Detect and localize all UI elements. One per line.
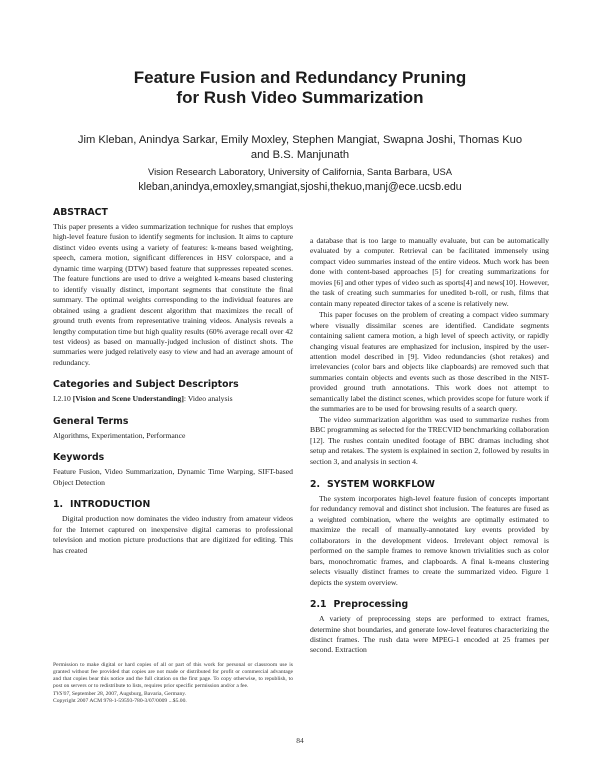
introduction-heading [53,499,293,511]
general-terms-text: Algorithms, Experimentation, Performance [53,430,186,440]
venue-line [53,691,293,698]
right-column [310,236,549,656]
permission-notice: Permission to make digital or hard copies of all or part of this work for personal or classroom use is granted without fee provided that copies are not made or distributed for profit or commercial advantage and that copies bear this notice and the full citation on the first page. To copy otherwise, to republish, to post on servers or to redistribute to lists, requires prior specific permission and/or a fee. [53,662,293,690]
preprocessing-text: A variety of preprocessing steps are performed to extract frames, determine shot boundaries, and generate low-level features characterizing the distinct frames. The rush data were MPEG-1 encoded at 25 frames per second. Extraction [310,614,549,655]
keywords-text: Feature Fusion, Video Summarization, Dynamic Time Warping, SIFT-based Object Detection [53,467,293,487]
introduction-paragraph-2: This paper focuses on the problem of creating a compact video summary where visually dissimilar scenes are identified. Candidate segments containing salient camera motion, a high level of speech activity, or rapidly changing visual features are emphasized for inclusion, inspired by the user-attention model described in [9]. Video redundancies (shot retakes) and irrelevancies (color bars and objects like clapboards) are removed such that summaries contain objects and events such as those described in the NIST-provided ground truth annotations. This work does not attempt to semantically label the distinct scenes, which provides scope for future work if the summaries are to be used for browsing results of a search query. [310,310,549,414]
venue-details: September 28, 2007, Augsburg, Bavaria, Germany. [70,690,187,697]
workflow-title: SYSTEM WORKFLOW [327,478,435,490]
workflow-heading [310,479,549,491]
preprocessing-heading [310,599,549,611]
ccs-category: [Vision and Scene Understanding] [72,394,184,404]
copyright-footnote [53,662,293,705]
workflow-text: The system incorporates high-level feature fusion of concepts important for redundancy removal and distinct shot inclusion. The features are fused as a weighted combination, where the weights are optimally estimated to maximize the recall of manually-annotated key events provided by collaborators in the development videos. Irrelevant object removal is performed on the sample frames to remove known trivialities such as color bars, monochromatic frames, and clapboards. A final k-means clustering selects visually distinct frames to create the summarized video. Figure 1 depicts the system overview. [310,493,549,587]
introduction-paragraph-3: The video summarization algorithm was used to summarize rushes from BBC programming as selected for the TRECVID benchmarking collaboration [12]. The rushes contain unedited footage of BBC dramas including shot setup and retakes. The system is explained in section 2, followed by results in section 3, and analysis in section 4. [310,414,549,466]
workflow-number: 2. [310,478,321,490]
affiliation: Vision Research Laboratory, University of California, Santa Barbara, USA [148,166,452,177]
general-terms-heading: General Terms [53,415,129,427]
authors-line-2: and B.S. Manjunath [250,148,350,161]
abstract-text: This paper presents a video summarization technique for rushes that employs high-level feature fusion to identify segments for inclusion. It aims to capture distinct video events using a variety of features: k-means based weighting, speech, camera motion, significant differences in HSV colorspace, and a dynamic time warping (DTW) based feature that suppresses repeated scenes. The feature functions are used to drive a weighted k-means based clustering to identify visually distinct, important segments that constitute the final summary. The optimal weights corresponding to the individual features are obtained using a gradient descent algorithm that maximizes the recall of ground truth events from representative training videos. Analysis reveals a lengthy computation time but high quality results (60% average recall over 42 test videos) as based on manually-judged inclusion of distinct shots. The summaries were judged relatively easy to view and had an average amount of redundancy. [53,222,293,367]
page-number: 84 [296,736,304,745]
author-emails: kleban,anindya,emoxley,smangiat,sjoshi,thekuo,manj@ece.ucsb.edu [138,181,462,193]
author-list [30,133,570,162]
abstract-heading: ABSTRACT [53,207,108,218]
authors-line-1: Jim Kleban, Anindya Sarkar, Emily Moxley, Stephen Mangiat, Swapna Joshi, Thomas Kuo [77,134,523,146]
title-line-1: Feature Fusion and Redundancy Pruning [133,68,467,87]
copyright-line: Copyright 2007 ACM 978-1-59593-780-3/07/0009 ...$5.00. [53,697,187,704]
title-line-2: for Rush Video Summarization [176,88,424,107]
introduction-text-start: Digital production now dominates the video industry from amateur videos for the Internet captured on inexpensive digital cameras to professional television and motion picture productions that are digitized for editing. This has created [53,514,293,555]
paper-title [40,68,560,108]
categories-heading: Categories and Subject Descriptors [53,379,239,391]
ccs-subject: : Video analysis [183,394,233,404]
ccs-code: I.2.10 [53,394,71,404]
preprocessing-number: 2.1 [310,599,327,611]
left-column [53,207,293,556]
keywords-heading: Keywords [53,452,105,464]
introduction-title: INTRODUCTION [70,499,151,511]
introduction-text-continued: a database that is too large to manually evaluate, but can be automatically evaluated by a computer. Retrieval can be facilitated immensely using compact video summaries instead of the entire videos. Much work has been done with content-based approaches [5] for creating summarizations for movies [6] and other types of video such as sports[4] and news[10]. However, the task of creating such summaries for unedited b-roll, or rush, films that contain many repeated director takes of a scene is relatively new. [310,236,549,308]
venue-name: TVS'07, [53,690,71,697]
introduction-number: 1. [53,499,64,511]
categories-text [53,394,293,404]
preprocessing-title: Preprocessing [333,599,409,611]
